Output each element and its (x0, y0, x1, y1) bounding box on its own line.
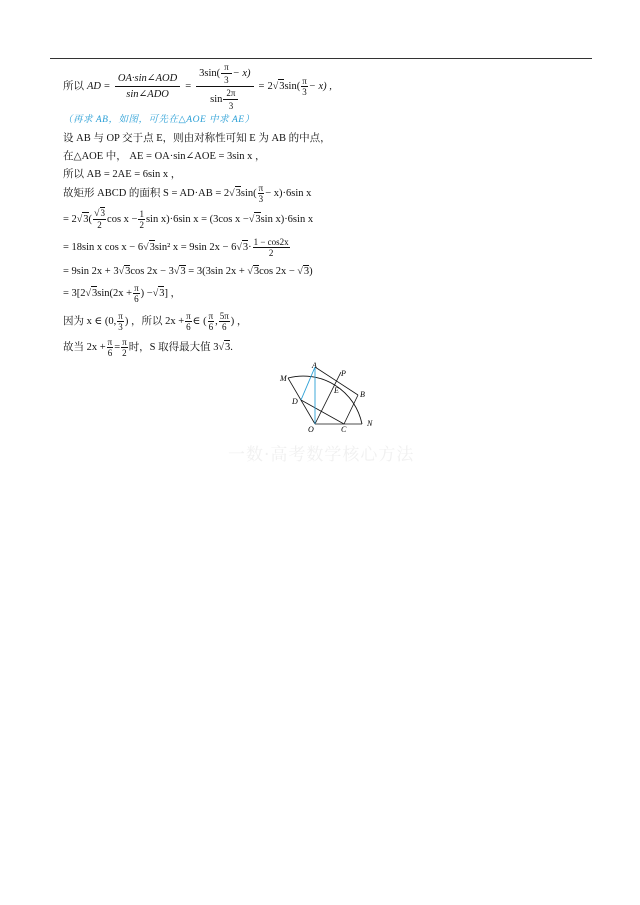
double-angle-line: = 18sin x cos x − 6 √ 3 sin² x = 9sin 2x − 6 √ 3 · $\frac{1 - \cos 2x}{2}$ (63, 236, 289, 258)
label-n: N (367, 419, 373, 428)
label-d: D (292, 397, 298, 406)
conclusion-line: 故当 2x + $\frac{\pi}{6}$ = $\frac{\pi}{2}$ 时，S 取得最大值 3 √ 3 . (63, 336, 233, 358)
text-line-5: 所以 AB = 2AE = 6sin x ， (63, 169, 182, 180)
label-b: B (360, 390, 365, 399)
geometry-figure (270, 362, 380, 437)
combined-sine-line: = 3[2 √ 3 sin(2x + $\frac{\pi}{6}$ ) − √ 3 ] ， (63, 282, 182, 304)
fraction-law-of-sines: $\frac{\text{OA·sin∠AOD}}{\text{sin∠ADO}}$ (115, 72, 180, 101)
segment-ad (301, 367, 315, 400)
label-o: O (308, 425, 314, 434)
simplify-line: = 9sin 2x + 3√3cos 2x − 3√3 = 3(3sin 2x + √3cos 2x − √3) (63, 266, 313, 277)
text-prefix: 所以 (63, 80, 84, 92)
var-ad: AD (87, 80, 101, 92)
label-a: A (312, 362, 317, 370)
area-formula-line: 故矩形 ABCD 的面积 S = AD·AB = 2 √ 3 sin( $\frac{\pi}{3}$ − x)·6sin x (63, 182, 312, 204)
sector-arc (288, 376, 362, 424)
label-p: P (341, 369, 346, 378)
expand-line: = 2 √ 3 ( $\frac{√3}{2}$ cos x − $\frac{1}{2}$ sin x)·6sin x = (3cos x − √ 3 sin x)·6sin x (63, 208, 314, 230)
segment-dc (301, 400, 344, 424)
ad-formula-line: 所以 AD = $\frac{\text{OA·sin∠AOD}}{\text{sin∠ADO}}$ = 3sin( $\frac{\pi}{3}$ − x) sin $\frac{2\pi}{3}$ = 2 √ 3 sin( $\frac{\pi}{3}$ − x) , (63, 61, 332, 111)
watermark: 一数·高考数学核心方法 (228, 445, 415, 465)
fraction-substituted: 3sin( $\frac{\pi}{3}$ − x) sin $\frac{2\pi}{3}$ (196, 62, 253, 111)
range-line: 因为 x ∈ (0, $\frac{\pi}{3}$ ) ，所以 2x + $\frac{\pi}{6}$ ∈ ( $\frac{\pi}{6}$ , $\frac{5\pi}{6}$ ) ， (63, 310, 248, 332)
hint-text: （再求 AB，如图，可先在△AOE 中求 AE） (63, 115, 255, 125)
header-rule (50, 58, 592, 59)
segment-op (315, 372, 341, 424)
label-e: E (334, 386, 339, 395)
label-c: C (341, 425, 347, 434)
text-line-4: 在△AOE 中， AE = OA·sin∠AOE = 3sin x ， (63, 151, 266, 162)
text-line-3: 设 AB 与 OP 交于点 E，则由对称性可知 E 为 AB 的中点， (63, 133, 331, 144)
label-m: M (280, 374, 287, 383)
